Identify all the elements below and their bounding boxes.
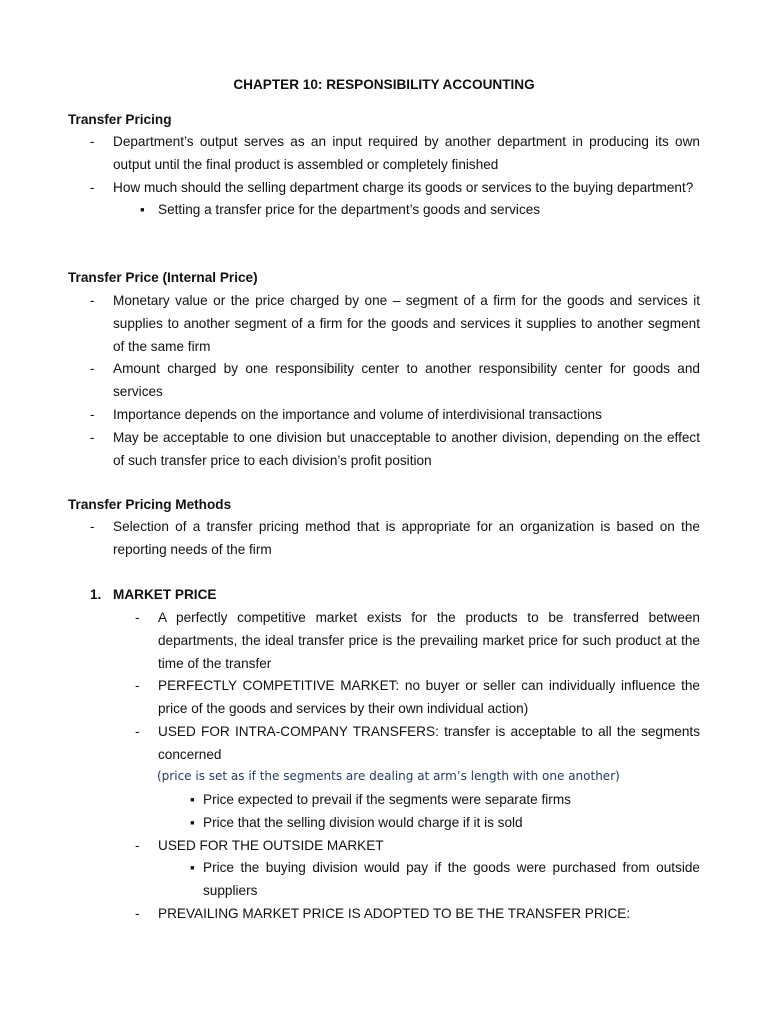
list-item-text: PERFECTLY COMPETITIVE MARKET: no buyer or seller can individually influence the price of the goods and services by their own individual action) — [158, 678, 700, 717]
section-heading-transfer-price: Transfer Price (Internal Price) — [68, 270, 258, 285]
sub-list-item — [113, 857, 700, 903]
dash-marker: - — [135, 723, 140, 739]
heading-number: 1. — [90, 587, 102, 602]
dash-marker: - — [90, 519, 95, 534]
list-item — [68, 404, 700, 427]
dash-marker: - — [90, 361, 95, 377]
market-price-list-b — [113, 789, 700, 926]
square-bullet-icon: ▪ — [190, 792, 195, 807]
sub-list-item-text: Price the buying division would pay if the goods were purchased from outside suppliers — [203, 860, 700, 899]
list-item-text: Amount charged by one responsibility center to another responsibility center for goods and services — [113, 361, 700, 400]
list-item — [113, 721, 700, 767]
list-item-text: USED FOR THE OUTSIDE MARKET — [158, 837, 384, 853]
sub-list-item-text: Price expected to prevail if the segments were separate firms — [203, 792, 571, 807]
square-bullet-icon: ▪ — [190, 814, 195, 830]
sub-list-item — [113, 812, 700, 835]
section-heading-transfer-pricing-methods: Transfer Pricing Methods — [68, 497, 232, 512]
dash-marker: - — [90, 406, 95, 422]
market-price-list-a — [113, 607, 700, 767]
sub-list-item-text: Setting a transfer price for the department’s goods and services — [158, 202, 541, 218]
list-item-text: May be acceptable to one division but unacceptable to another division, depending on the effect of such transfer price to each division’s profit position — [113, 429, 700, 468]
list-item — [68, 177, 700, 200]
list-item — [68, 516, 700, 562]
list-item — [113, 607, 700, 675]
list-item — [68, 358, 700, 404]
list-item-text: A perfectly competitive market exists for the products to be transferred between departments, the ideal transfer price is the prevailing market price for such product at the time of the transfer — [158, 610, 700, 671]
dash-marker: - — [135, 678, 140, 694]
list-item-text: PREVAILING MARKET PRICE IS ADOPTED TO BE THE TRANSFER PRICE: — [158, 905, 631, 921]
transfer-pricing-methods-list — [68, 516, 700, 562]
list-item-text: How much should the selling department charge its goods or services to the buying department? — [113, 179, 694, 195]
list-item-text: Monetary value or the price charged by one – segment of a firm for the goods and services it supplies to another segment of a firm for the goods and services it supplies to another segment of the same firm — [113, 293, 700, 354]
square-bullet-icon: ▪ — [140, 202, 145, 218]
dash-marker: - — [135, 837, 140, 853]
square-bullet-icon: ▪ — [190, 860, 195, 876]
list-item — [113, 835, 700, 858]
list-item — [68, 427, 700, 473]
sub-list-item-text: Price that the selling division would charge if it is sold — [203, 814, 523, 830]
list-item-text: Department’s output serves as an input required by another department in producing its own output until the final product is assembled or completely finished — [113, 134, 700, 172]
dash-marker: - — [90, 179, 95, 195]
sub-list-item — [113, 789, 700, 812]
chapter-title: CHAPTER 10: RESPONSIBILITY ACCOUNTING — [233, 77, 535, 92]
dash-marker: - — [90, 134, 95, 149]
sub-list-item — [68, 199, 700, 222]
dash-marker: - — [135, 905, 140, 921]
list-item — [113, 903, 700, 926]
dash-marker: - — [135, 610, 140, 625]
dash-marker: - — [90, 429, 95, 445]
list-item — [68, 290, 700, 358]
section-heading-transfer-pricing: Transfer Pricing — [68, 112, 172, 127]
list-item-text: Selection of a transfer pricing method that is appropriate for an organization is based on the reporting needs of the firm — [113, 519, 700, 557]
list-item-text: USED FOR INTRA-COMPANY TRANSFERS: transfer is acceptable to all the segments concerned — [158, 723, 700, 762]
list-item — [113, 675, 700, 721]
list-item — [68, 131, 700, 177]
heading-text: MARKET PRICE — [113, 587, 217, 602]
transfer-pricing-list — [68, 131, 700, 222]
dash-marker: - — [90, 293, 95, 308]
arms-length-note: (price is set as if the segments are dealing at arm’s length with one another) — [157, 769, 620, 783]
transfer-price-list — [68, 290, 700, 472]
list-item-text: Importance depends on the importance and volume of interdivisional transactions — [113, 406, 602, 422]
